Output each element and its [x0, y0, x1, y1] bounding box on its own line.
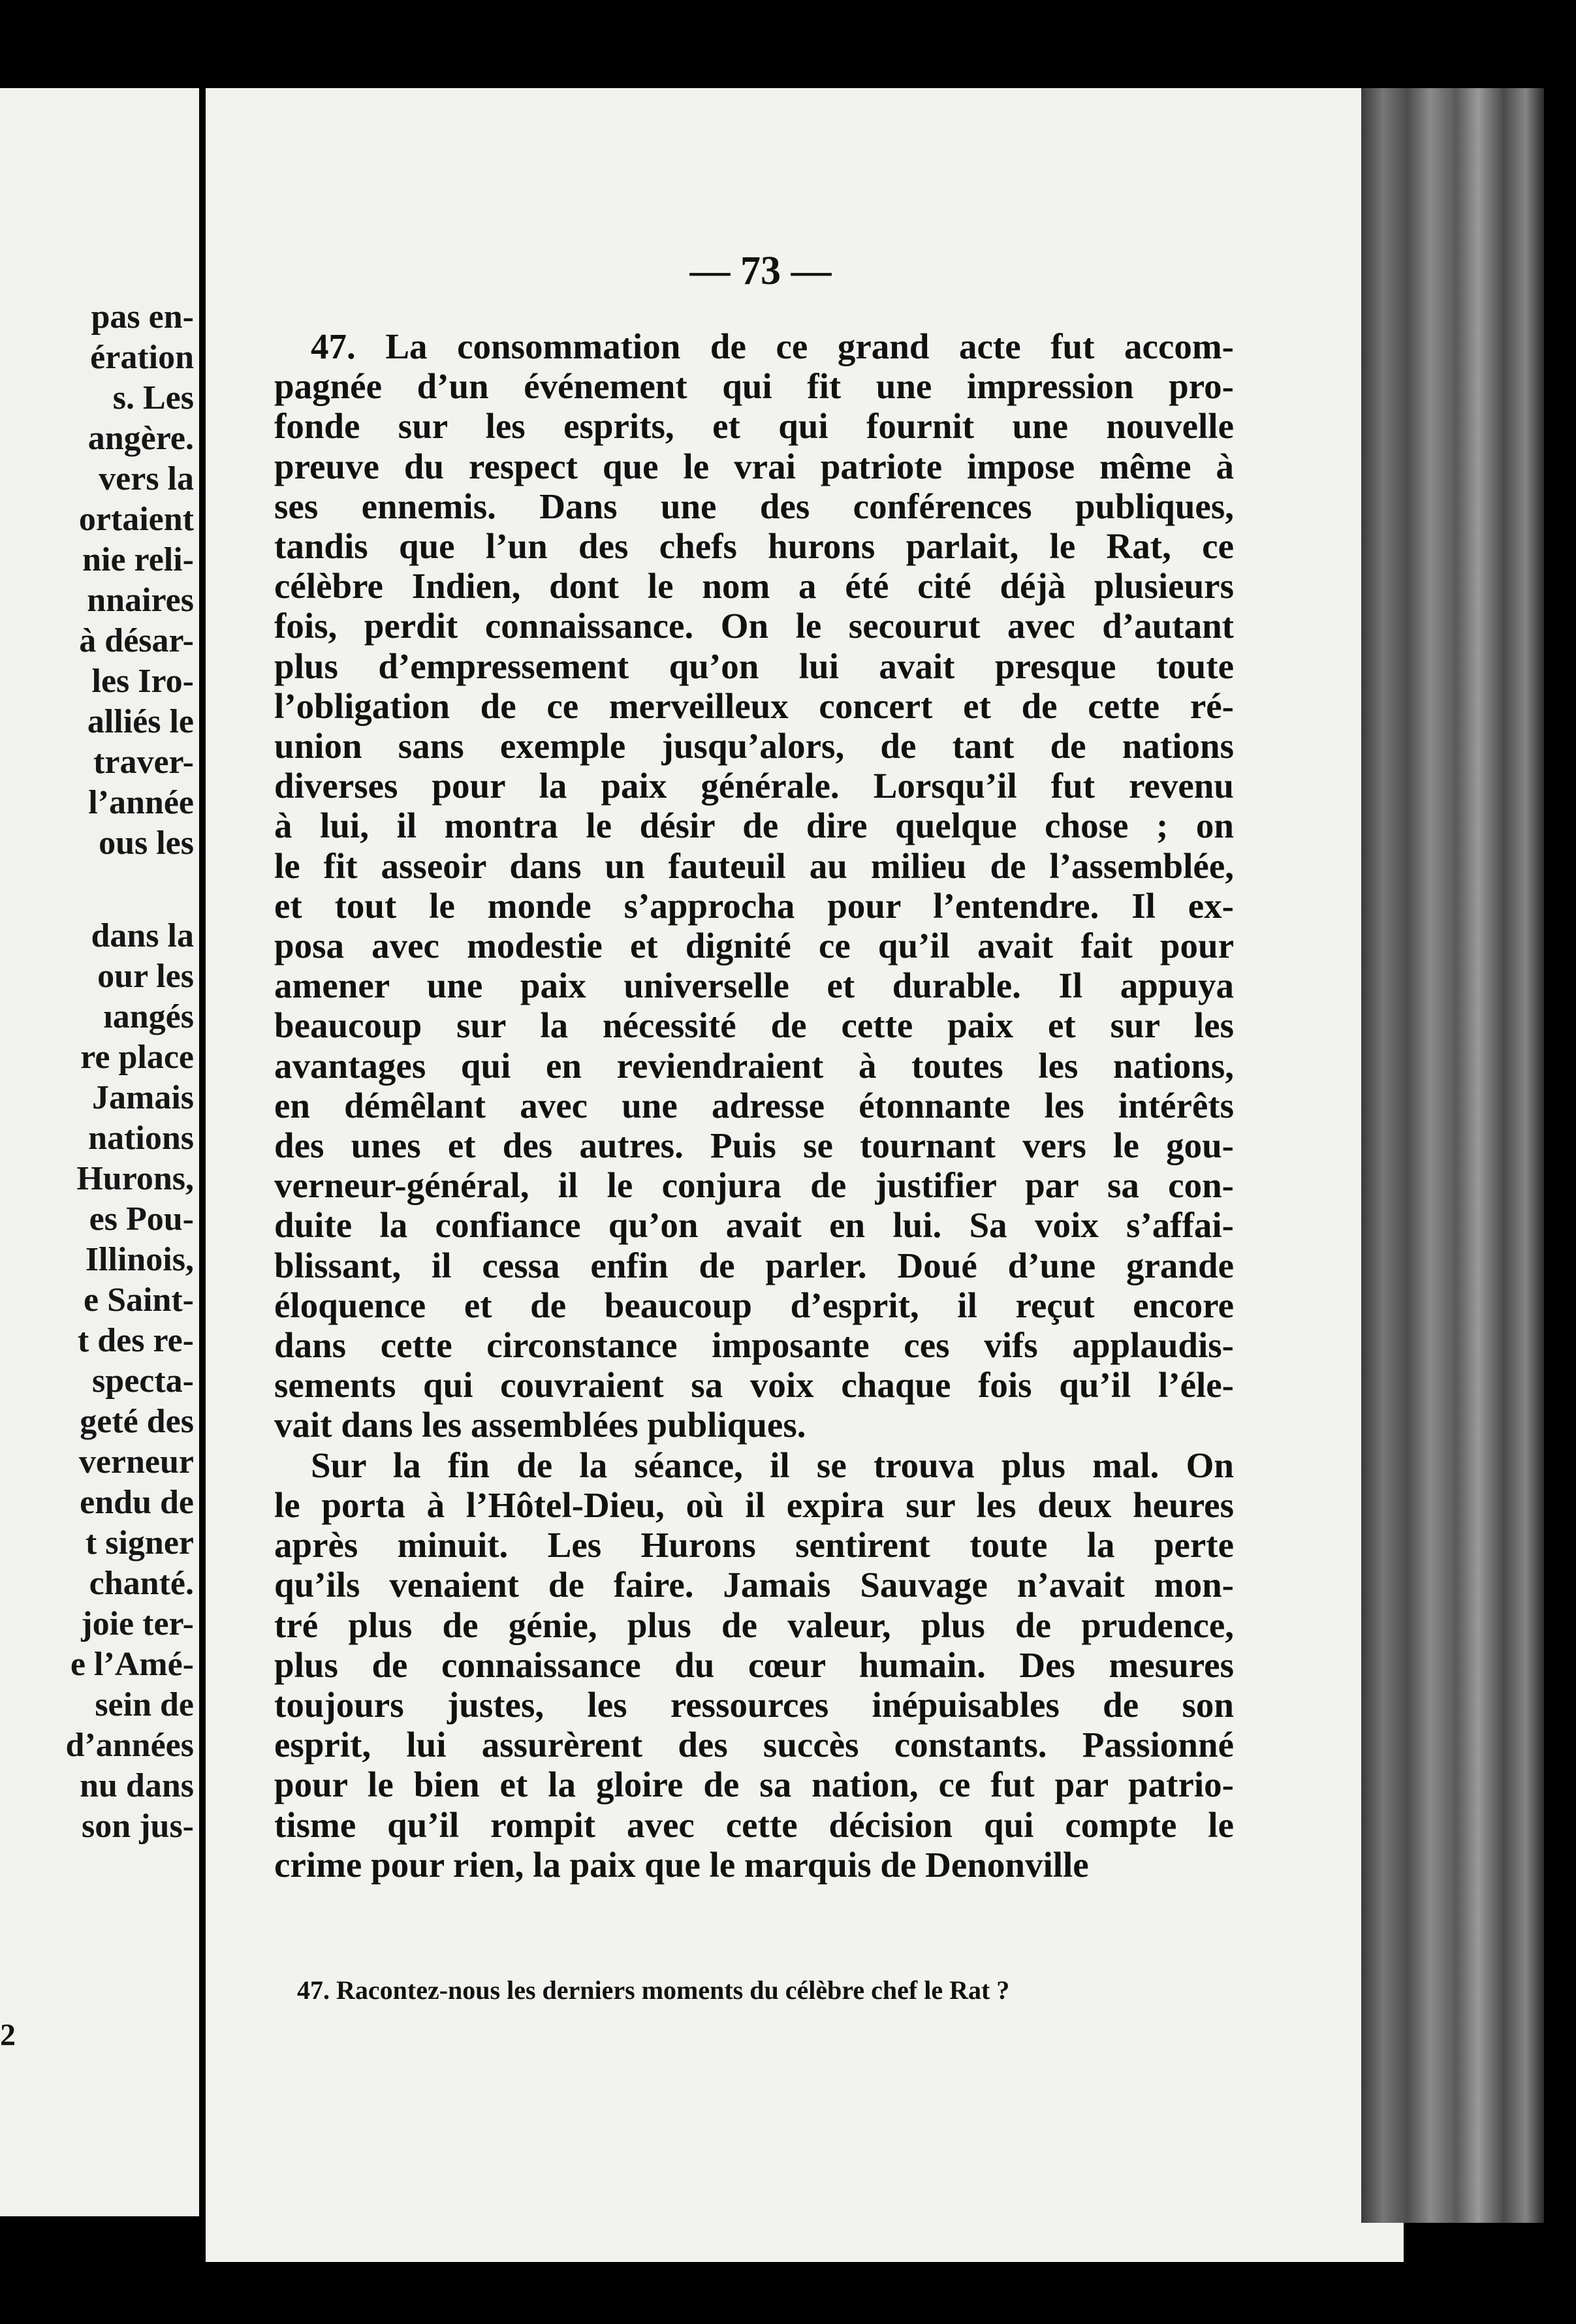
previous-page-line: ortaient	[78, 501, 194, 538]
text-line: et tout le monde s’approcha pour l’entendre. Il ex-	[274, 885, 1234, 926]
text-line: vait dans les assemblées publiques.	[274, 1405, 806, 1445]
text-line: sements qui couvraient sa voix chaque fois qu’il l’éle-	[274, 1365, 1234, 1405]
previous-page-line: e Saint-	[84, 1281, 194, 1319]
previous-page-line: es Pou-	[89, 1201, 194, 1238]
previous-page-line: e l’Amé-	[70, 1646, 194, 1683]
previous-page-line: verneur	[78, 1443, 194, 1481]
previous-page-line: dans la	[91, 917, 194, 954]
previous-page-line: Hurons,	[76, 1160, 194, 1197]
previous-page-line: l’année	[88, 784, 194, 821]
previous-page-line: traver-	[93, 744, 194, 781]
previous-page	[0, 88, 199, 2216]
text-line: amener une paix universelle et durable. Il appuya	[274, 966, 1234, 1006]
text-line: ses ennemis. Dans une des conférences publiques,	[274, 486, 1234, 526]
previous-page-line: chanté.	[89, 1565, 194, 1602]
text-line: plus de connaissance du cœur humain. Des mesures	[274, 1644, 1234, 1685]
text-line: toujours justes, les ressources inépuisables de son	[274, 1684, 1234, 1725]
previous-page-line: re place	[80, 1039, 194, 1076]
text-line: union sans exemple jusqu’alors, de tant de nations	[274, 726, 1234, 766]
footnote-question: 47. Racontez-nous les derniers moments du célèbre chef le Rat ?	[297, 1975, 1010, 2005]
previous-page-line: les Iro-	[91, 663, 194, 700]
previous-page-line: t des re-	[77, 1322, 194, 1359]
text-line: Sur la fin de la séance, il se trouva plus mal. On	[311, 1445, 1234, 1485]
previous-page-line: Jamais	[92, 1079, 194, 1116]
text-line: à lui, il montra le désir de dire quelque chose ; on	[274, 806, 1234, 846]
text-line: pour le bien et la gloire de sa nation, ce fut par patrio-	[274, 1765, 1234, 1805]
text-line: verneur-général, il le conjura de justifier par sa con-	[274, 1165, 1234, 1206]
text-line: qu’ils venaient de faire. Jamais Sauvage n’avait mon-	[274, 1565, 1234, 1605]
text-line: célèbre Indien, dont le nom a été cité déjà plusieurs	[274, 566, 1234, 606]
previous-page-line: à désar-	[79, 622, 194, 659]
previous-page-line: Illinois,	[85, 1241, 194, 1278]
previous-page-line: endu de	[80, 1484, 194, 1521]
text-line: des unes et des autres. Puis se tournant vers le gou-	[274, 1125, 1234, 1166]
text-line: diverses pour la paix générale. Lorsqu’il fut revenu	[274, 766, 1234, 806]
text-line: fois, perdit connaissance. On le secourut avec d’autant	[274, 606, 1234, 646]
text-line: blissant, il cessa enfin de parler. Doué d’une grande	[274, 1245, 1234, 1285]
page-number: — 73 —	[689, 249, 832, 293]
previous-page-line: geté des	[80, 1403, 194, 1440]
previous-page-line: nnaires	[87, 582, 194, 619]
text-line: après minuit. Les Hurons sentirent toute la perte	[274, 1525, 1234, 1565]
text-line: dans cette circonstance imposante ces vifs applaudis-	[274, 1325, 1234, 1366]
text-line: crime pour rien, la paix que le marquis de Denonville	[274, 1844, 1089, 1885]
text-line: tisme qu’il rompit avec cette décision qui compte le	[274, 1804, 1234, 1845]
previous-page-line: ous les	[99, 824, 194, 862]
previous-page-line: t signer	[85, 1524, 194, 1562]
previous-page-line: joie ter-	[81, 1605, 194, 1642]
text-line: en démêlant avec une adresse étonnante les intérêts	[274, 1085, 1234, 1125]
text-line: tré plus de génie, plus de valeur, plus de prudence,	[274, 1605, 1234, 1645]
previous-page-line: specta-	[92, 1362, 194, 1400]
previous-page-line: s. Les	[112, 379, 194, 416]
text-line: duite la confiance qu’on avait en lui. Sa voix s’affai-	[274, 1205, 1234, 1246]
previous-page-line: our les	[97, 958, 194, 995]
previous-page-line: ıangés	[103, 998, 194, 1035]
previous-page-line: sein de	[95, 1686, 194, 1723]
previous-page-line: pas en-	[91, 298, 194, 336]
text-line: pagnée d’un événement qui fit une impression pro-	[274, 366, 1234, 407]
text-line: tandis que l’un des chefs hurons parlait, le Rat, ce	[274, 526, 1234, 567]
text-line: posa avec modestie et dignité ce qu’il avait fait pour	[274, 926, 1234, 966]
previous-page-line: nations	[88, 1120, 194, 1157]
text-line: l’obligation de ce merveilleux concert et de cette ré-	[274, 685, 1234, 726]
previous-page-line: nu dans	[80, 1767, 194, 1804]
text-line: 47. La consommation de ce grand acte fut accom-	[311, 326, 1234, 366]
previous-page-mark: 2	[0, 2018, 16, 2052]
text-line: plus d’empressement qu’on lui avait presque toute	[274, 646, 1234, 686]
text-line: le porta à l’Hôtel-Dieu, où il expira sur les deux heures	[274, 1484, 1234, 1525]
text-line: beaucoup sur la nécessité de cette paix et sur les	[274, 1005, 1234, 1046]
text-line: le fit asseoir dans un fauteuil au milieu de l’assemblée,	[274, 845, 1234, 886]
text-line: fonde sur les esprits, et qui fournit une nouvelle	[274, 406, 1234, 447]
body-text	[274, 326, 1234, 1885]
previous-page-line: d’années	[65, 1727, 194, 1764]
previous-page-line: angère.	[87, 420, 194, 457]
previous-page-line: nie reli-	[82, 541, 194, 578]
text-line: éloquence et de beaucoup d’esprit, il reçut encore	[274, 1285, 1234, 1325]
page-edge	[1361, 88, 1544, 2223]
text-line: preuve du respect que le vrai patriote impose même à	[274, 446, 1234, 486]
previous-page-line: son jus-	[82, 1808, 194, 1845]
previous-page-line: vers la	[99, 460, 194, 497]
text-line: avantages qui en reviendraient à toutes les nations,	[274, 1045, 1234, 1086]
text-line: esprit, lui assurèrent des succès constants. Passionné	[274, 1725, 1234, 1765]
previous-page-line: ération	[90, 339, 194, 376]
previous-page-line: alliés le	[87, 703, 194, 740]
